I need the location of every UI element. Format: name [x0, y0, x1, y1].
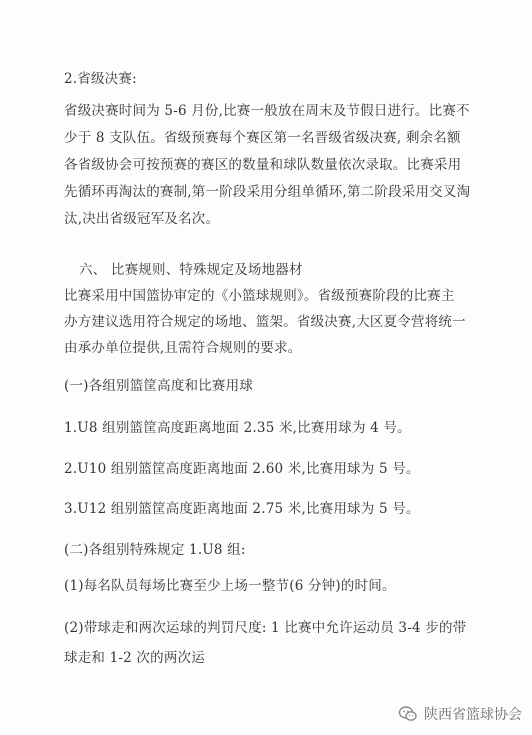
subsection-2-heading: (二)各组别特殊规定 1.U8 组: [64, 542, 246, 558]
section-6-body-line: 比赛采用中国篮协审定的《小篮球规则》。省级预赛阶段的比赛主 [64, 288, 455, 304]
section-2-body-line: 先循环再淘汰的赛制,第一阶段采用分组单循环,第二阶段采用交叉淘 [64, 184, 471, 200]
section-2-body-line: 省级决赛时间为 5-6 月份,比赛一般放在周末及节假日进行。比赛不 [64, 103, 470, 119]
section-2-heading: 2.省级决赛: [64, 71, 137, 87]
section-2-body-line: 汰,决出省级冠军及名次。 [64, 211, 220, 227]
watermark [398, 703, 522, 725]
u8-rule-2 [64, 613, 466, 673]
section-2-body-line: 各省级协会可按预赛的赛区的数量和球队数量依次录取。比赛采用 [64, 157, 462, 173]
u8-rule-2-line: 球走和 1-2 次的两次运 [64, 650, 205, 666]
watermark-text: 陕西省篮球协会 [424, 707, 522, 723]
section-2-body [64, 98, 471, 233]
section-6-body-line: 由承办单位提供,且需符合规则的要求。 [64, 340, 302, 356]
u8-rule-2-line: (2)带球走和两次运球的判罚尺度: 1 比赛中允许运动员 3-4 步的带 [64, 620, 467, 636]
section-6-body [64, 283, 466, 361]
subsection-1-heading: (一)各组别篮筐高度和比赛用球 [64, 378, 254, 394]
hoop-rule-u10: 2.U10 组别篮筐高度距离地面 2.60 米,比赛用球为 5 号。 [64, 461, 420, 477]
section-2-body-line: 少于 8 支队伍。省级预赛每个赛区第一名晋级省级决赛, 剩余名额 [64, 130, 461, 146]
hoop-rule-u12: 3.U12 组别篮筐高度距离地面 2.75 米,比赛用球为 5 号。 [64, 501, 420, 517]
hoop-rule-u8: 1.U8 组别篮筐高度距离地面 2.35 米,比赛用球为 4 号。 [64, 420, 411, 436]
u8-rule-1: (1)每名队员每场比赛至少上场一整节(6 分钟)的时间。 [64, 578, 396, 594]
section-6-heading: 六、 比赛规则、特殊规定及场地器材 [79, 262, 303, 278]
section-6-body-line: 办方建议选用符合规定的场地、篮架。省级决赛,大区夏令营将统一 [64, 314, 466, 330]
wechat-icon [398, 704, 418, 724]
